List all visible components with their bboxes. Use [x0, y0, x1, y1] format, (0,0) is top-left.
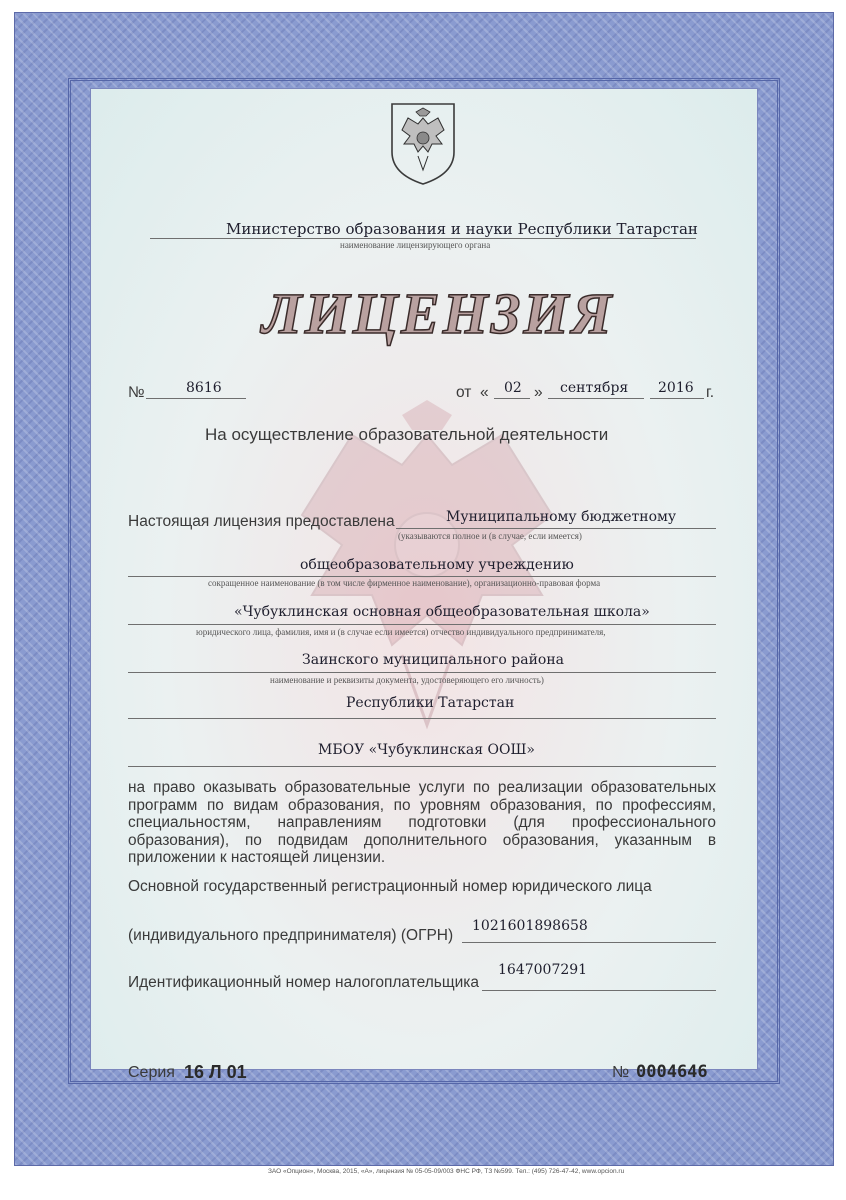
license-day-line	[494, 398, 530, 399]
holder-line-2: общеобразовательному учреждению	[300, 557, 574, 573]
license-day: 02	[504, 380, 522, 396]
ogrn-label-2: (индивидуального предпринимателя) (ОГРН)	[128, 927, 454, 944]
license-year: 2016	[658, 380, 694, 396]
ogrn-label-1: Основной государственный регистрационный номер юридического лица	[128, 878, 652, 895]
inn-label: Идентификационный номер налогоплательщика	[128, 974, 480, 991]
license-year-line	[650, 398, 704, 399]
license-month: сентября	[560, 380, 629, 396]
license-no-label: №	[128, 384, 145, 401]
holder-caption-1: (указываются полное и (в случае, если имеется)	[398, 531, 582, 541]
quote-open: «	[480, 384, 489, 401]
holder-line-5-rule	[128, 718, 716, 719]
holder-line-3-rule	[128, 624, 716, 625]
document-title: ЛИЦЕНЗИЯ	[262, 281, 615, 346]
holder-line-6: МБОУ «Чубуклинская ООШ»	[318, 742, 535, 758]
series-label: Серия	[128, 1064, 175, 1081]
holder-caption-3: юридического лица, фамилия, имя и (в случае если имеется) отчество индивидуального предпринимателя,	[196, 627, 606, 637]
license-year-suffix: г.	[706, 384, 715, 401]
license-number-line	[146, 398, 246, 399]
holder-intro: Настоящая лицензия предоставлена	[128, 513, 395, 530]
holder-caption-2: сокращенное наименование (в том числе фирменное наименование), организационно-правовая форма	[208, 578, 601, 588]
holder-line-1-rule	[396, 528, 716, 529]
blank-number-label: №	[612, 1064, 630, 1081]
holder-line-4-rule	[128, 672, 716, 673]
printer-footer: ЗАО «Опцион», Москва, 2015, «А», лицензия № 05-05-09/003 ФНС РФ, ТЗ №599. Тел.: (495) 726-47-42, www.opcion.ru	[268, 1168, 625, 1175]
ogrn-value: 1021601898658	[472, 918, 588, 934]
license-number: 8616	[186, 380, 222, 396]
holder-line-6-rule	[128, 766, 716, 767]
holder-line-5: Республики Татарстан	[346, 695, 515, 711]
holder-line-4: Заинского муниципального района	[302, 652, 565, 668]
coat-of-arms-icon	[388, 100, 458, 186]
license-month-line	[548, 398, 644, 399]
issuer-line	[150, 238, 696, 239]
holder-line-3: «Чубуклинская основная общеобразовательная школа»	[234, 604, 650, 620]
issuer-caption: наименование лицензирующего органа	[340, 240, 491, 250]
rights-text: на право оказывать образовательные услуги по реализации образовательных программ по видам образования, по уровням образования, по профессиям, специальностям, направлениям подготовки (для профессионального образования), по подвидам дополнительного образования, указанным в приложении к настоящей лицензии.	[128, 779, 716, 866]
holder-line-1: Муниципальному бюджетному	[446, 509, 677, 525]
issuer-name: Министерство образования и науки Республики Татарстан	[226, 220, 698, 238]
inn-line	[482, 990, 716, 991]
license-subject: На осуществление образовательной деятельности	[205, 425, 609, 444]
series-value: 16 Л 01	[184, 1062, 247, 1082]
holder-caption-4: наименование и реквизиты документа, удостоверяющего его личность)	[270, 675, 544, 685]
license-date-label: от	[456, 384, 472, 401]
blank-number-value: 0004646	[636, 1062, 708, 1082]
quote-close: »	[534, 384, 543, 401]
inn-value: 1647007291	[498, 962, 588, 978]
ogrn-line	[462, 942, 716, 943]
holder-line-2-rule	[128, 576, 716, 577]
